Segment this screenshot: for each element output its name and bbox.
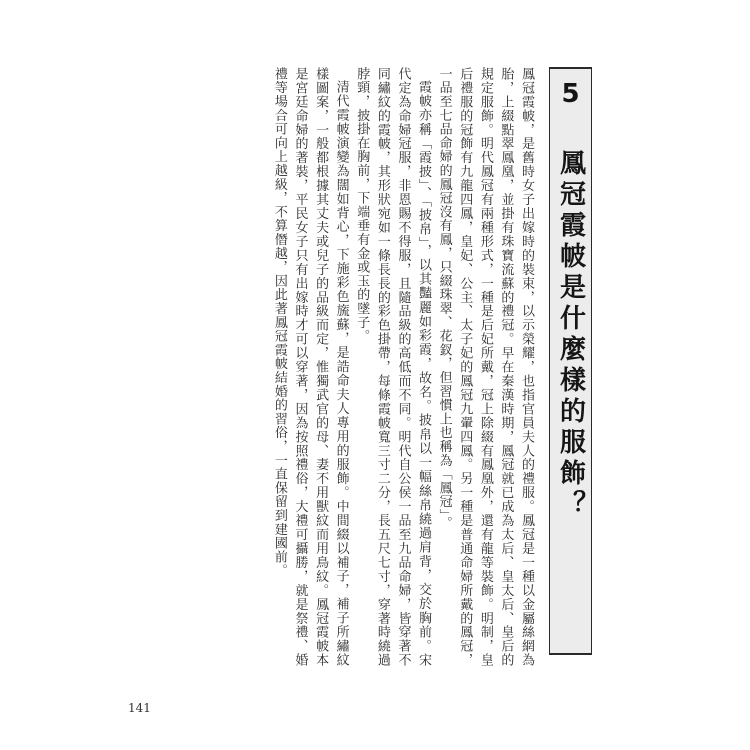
page-number: 141	[128, 701, 151, 715]
section-title: 5 鳳冠霞帔是什麼樣的服飾？	[555, 79, 586, 521]
title-box-right-rule	[591, 67, 592, 655]
section-title-box	[549, 67, 592, 655]
title-box-left-rule	[549, 67, 550, 655]
body-text	[256, 67, 536, 667]
paragraph-qing-xiapei: 清代霞帔演變為闊如背心，下施彩色旒蘇，是誥命夫人專用的服飾。中間綴以補子，補子所繡紋樣圖案，一般都根據其丈夫或兒子的品級而定，惟獨武官的母、妻不用獸紋而用鳥紋。鳳冠霞帔本是宮廷命婦的著裝，平民女子只有出嫁時才可以穿著，因為按照禮俗，大禮可攝勝，就是祭禮、婚禮等場合可向上越級，不算僭越，因此著鳳冠霞帔結婚的習俗，一直保留到建國前。	[271, 67, 349, 667]
paragraph-xiapei: 霞帔亦稱「霞披」、「披帛」，以其豔麗如彩霞，故名。披帛以一幅絲帛繞過肩背，交於胸前。宋代定為命婦冠服，非恩賜不得服，且隨品級的高低而不同。明代自公侯一品至九品命婦，皆穿著不同繡紋的霞帔，其形狀宛如一條長長的彩色掛帶，每條霞帔寬三寸二分，長五尺七寸，穿著時繞過脖頸，披掛在胸前，下端垂有金或玉的墜子。	[354, 67, 432, 667]
paragraph-phoenix-crown: 鳳冠霞帔，是舊時女子出嫁時的裝束，以示榮耀，也指官員夫人的禮服。鳳冠是一種以金屬絲網為胎，上綴點翠鳳凰，並掛有珠寶流蘇的禮冠。早在秦漢時期，鳳冠就已成為太后、皇太后、皇后的規定服飾。明代鳳冠有兩種形式，一種是后妃所戴，冠上除綴有鳳凰外，還有龍等裝飾。明制，皇后禮服的冠飾有九龍四鳳，皇妃、公主、太子妃的鳳冠九翬四鳳。另一種是普通命婦所戴的鳳冠，一品至七品命婦的鳳冠沒有鳳，只綴珠翠、花釵，但習慣上也稱為「鳳冠」。	[436, 67, 534, 667]
